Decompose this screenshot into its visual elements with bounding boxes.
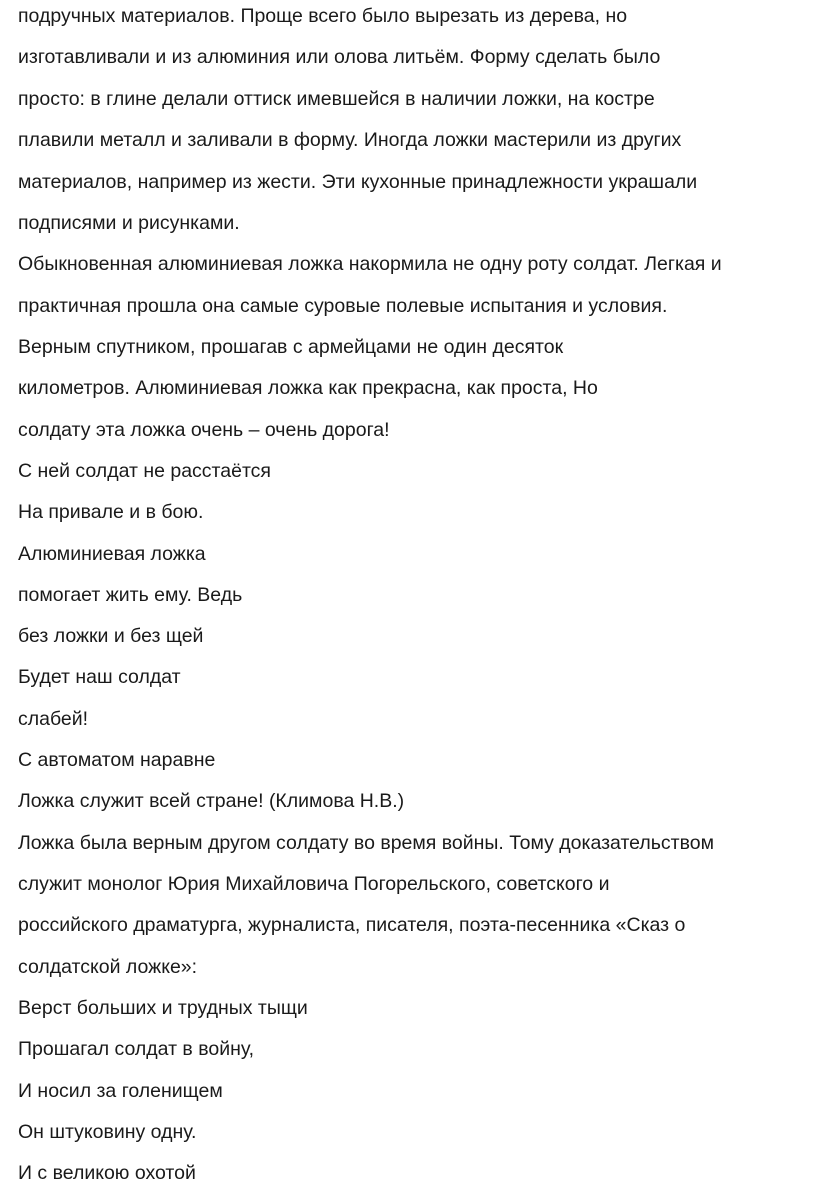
- text-line: Ложка была верным другом солдату во время войны. Тому доказательством: [18, 832, 714, 854]
- text-line: километров. Алюминиевая ложка как прекрасна, как проста, Но: [18, 377, 598, 399]
- text-line: российского драматурга, журналиста, писателя, поэта-песенника «Сказ о: [18, 914, 686, 936]
- text-line: солдату эта ложка очень – очень дорога!: [18, 419, 390, 441]
- text-line: С ней солдат не расстаётся: [18, 460, 271, 482]
- text-line: Алюминиевая ложка: [18, 543, 206, 565]
- text-line: плавили металл и заливали в форму. Иногда ложки мастерили из других: [18, 129, 682, 151]
- text-line: служит монолог Юрия Михайловича Погорельского, советского и: [18, 873, 610, 895]
- text-line: без ложки и без щей: [18, 625, 204, 647]
- text-line: материалов, например из жести. Эти кухонные принадлежности украшали: [18, 171, 698, 193]
- text-line: И носил за голенищем: [18, 1080, 223, 1102]
- text-line: просто: в глине делали оттиск имевшейся в наличии ложки, на костре: [18, 88, 655, 110]
- text-line: На привале и в бою.: [18, 501, 204, 523]
- text-line: изготавливали и из алюминия или олова литьём. Форму сделать было: [18, 46, 661, 68]
- text-line: Ложка служит всей стране! (Климова Н.В.): [18, 790, 405, 812]
- text-line: Будет наш солдат: [18, 666, 181, 688]
- text-line: Верст больших и трудных тыщи: [18, 997, 308, 1019]
- text-line: Верным спутником, прошагав с армейцами не один десяток: [18, 336, 564, 358]
- text-line: И с великою охотой: [18, 1162, 196, 1184]
- text-line: С автоматом наравне: [18, 749, 216, 771]
- text-line: помогает жить ему. Ведь: [18, 584, 243, 606]
- text-line: практичная прошла она самые суровые полевые испытания и условия.: [18, 295, 668, 317]
- text-line: солдатской ложке»:: [18, 956, 198, 978]
- text-line: подручных материалов. Проще всего было вырезать из дерева, но: [18, 5, 628, 27]
- text-line: слабей!: [18, 708, 89, 730]
- text-line: Прошагал солдат в войну,: [18, 1038, 255, 1060]
- text-line: подписями и рисунками.: [18, 212, 240, 234]
- text-line: Обыкновенная алюминиевая ложка накормила не одну роту солдат. Легкая и: [18, 253, 722, 275]
- text-line: Он штуковину одну.: [18, 1121, 197, 1143]
